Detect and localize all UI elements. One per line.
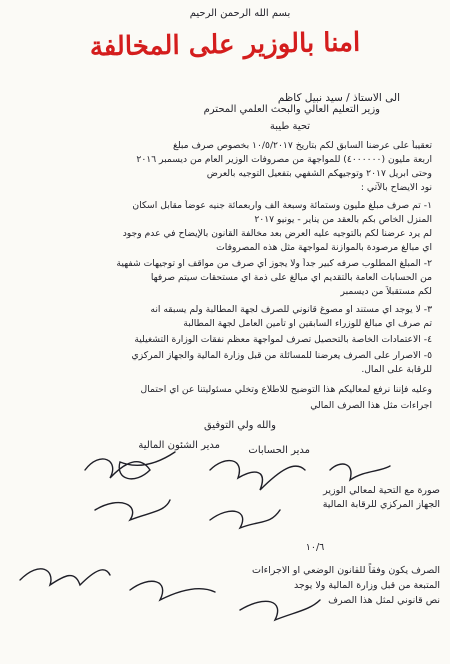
body-line: اربعة مليون (٤٠٠٠٠٠٠) للمواجهة من مصروفات الوزير العام من ديسمبر ٢٠١٦ — [136, 154, 432, 165]
body-line: ٣- لا يوجد اي مستند او مصوغ قانوني للصرف لجهة المطالبة ولم يسبقه انه — [150, 304, 432, 315]
agency-note: الجهاز المركزي للرقابة المالية — [322, 499, 440, 510]
left-signature-label: مدير الشئون المالية — [138, 440, 220, 451]
basmala: بسم الله الرحمن الرحيم — [189, 8, 291, 19]
signature-scribble — [210, 510, 280, 528]
recipient-to-line: الى الاستاذ / سيد نبيل كاظم — [277, 92, 400, 104]
closing-regards: والله ولي التوفيق — [203, 420, 277, 431]
forward-note: صورة مع التحية لمعالي الوزير — [323, 485, 440, 496]
signature-scribble — [130, 581, 215, 600]
final-note-line-2: المتبعة من قبل وزارة المالية ولا يوجد — [293, 580, 440, 591]
body-line: وعليه فإننا نرفع لمعاليكم هذا التوضيح للاطلاع وتخلي مسئوليتنا عن اي احتمال — [140, 384, 432, 395]
body-line: تعقيباً على عرضنا السابق لكم بتاريخ ١٠/٥/٢٠١٧ بخصوص صرف مبلغ — [172, 140, 432, 151]
final-note-line-1: الصرف يكون وفقاً للقانون الوضعي او الاجراءات — [252, 565, 440, 576]
signature-scribble — [210, 461, 305, 490]
signature-scribble — [85, 452, 175, 479]
signature-scribble — [330, 464, 390, 480]
body-line: لم يرد عرضنا لكم بالتوجيه عليه العرض بعد مخالفة القانون بالإيضاح في عدم وجود — [122, 228, 432, 239]
body-line: اي مبالغ مرصودة بالموازنة لمواجهة مثل هذه المصروفات — [216, 242, 432, 253]
body-line: ٤- الاعتمادات الخاصة بالتحصيل تصرف لمواجهة معظم نفقات الوزارة التشغيلية — [134, 334, 432, 345]
body-line: لكم مستقبلاً من ديسمبر — [340, 286, 432, 297]
final-note-line-3: نص قانوني لمثل هذا الصرف — [328, 595, 440, 606]
red-handwritten-title: امنا بالوزير على المخالفة — [89, 27, 361, 63]
body-line: من الحسابات العامة بالتقديم اي مبالغ على ذمة اي مستحقات سيتم صرفها — [150, 272, 432, 283]
body-line: للرقابة على المال. — [361, 364, 432, 375]
body-line: ٥- الاصرار على الصرف يعرضنا للمسائلة من قبل وزارة المالية والجهاز المركزي — [131, 350, 432, 361]
body-line: اجراءات مثل هذا الصرف المالي — [310, 400, 432, 411]
body-line: نود الايضاح بالآتي : — [360, 182, 432, 193]
body-line: ٢- المبلغ المطلوب صرفه كبير جداً ولا يجوز أي صرف من مواقف او توجيهات شفهية — [116, 258, 432, 269]
greeting: تحية طيبة — [269, 121, 311, 132]
signature-scribble — [95, 500, 170, 520]
body-line: المنزل الخاص بكم بالعقد من يناير - يونيو ٢٠١٧ — [254, 214, 432, 225]
body-line: وحتى ابريل ٢٠١٧ وتوجيهكم الشفهي بتفعيل التوجيه بالعرض — [206, 168, 432, 179]
body-line: تم صرف اي مبالغ للوزراء السابقين او تأمين العامل لجهة المطالبة — [183, 318, 432, 329]
date-mark: ١٠/٦ — [305, 542, 325, 553]
signature-scribble — [20, 569, 110, 585]
recipient-ministry-line: وزير التعليم العالي والبحث العلمي المحترم — [203, 104, 380, 115]
right-signature-label: مدير الحسابات — [248, 445, 310, 456]
body-line: ١- تم صرف مبلغ مليون وستمائة وسبعة الف واربعمائة جنيه عوضاً مقابل اسكان — [132, 200, 432, 211]
